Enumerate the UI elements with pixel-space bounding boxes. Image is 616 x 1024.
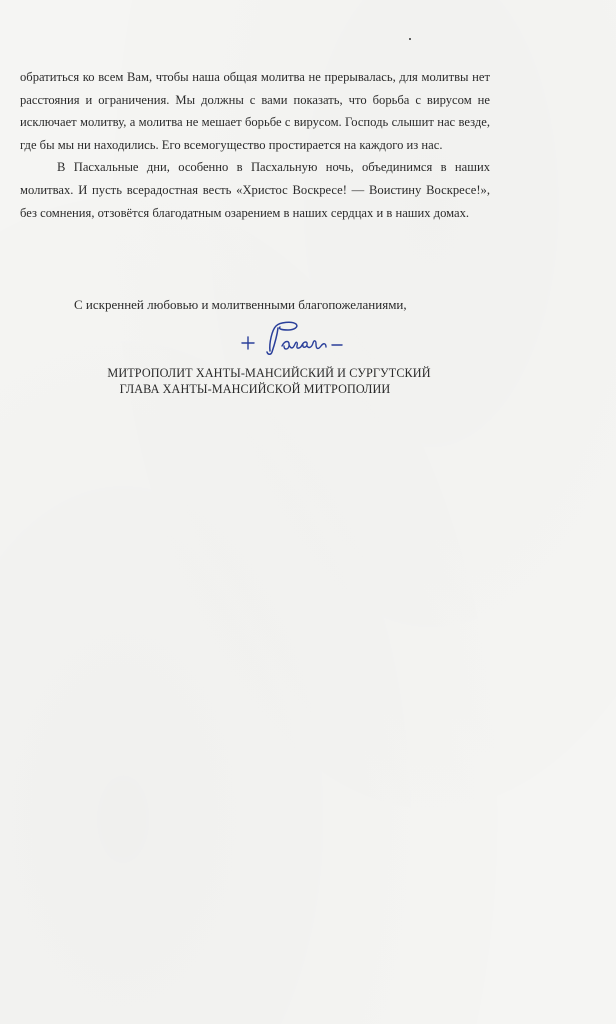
signatory-title xyxy=(20,366,490,397)
scan-speck xyxy=(409,38,411,40)
signatory-line-1: МИТРОПОЛИТ ХАНТЫ-МАНСИЙСКИЙ И СУРГУТСКИЙ xyxy=(107,366,431,380)
signatory-line-2: ГЛАВА ХАНТЫ-МАНСИЙСКОЙ МИТРОПОЛИИ xyxy=(119,381,391,396)
signature-drawing xyxy=(236,318,356,360)
closing-line: С искренней любовью и молитвенными благопожеланиями, xyxy=(74,297,407,312)
paragraph-1: обратиться ко всем Вам, чтобы наша общая молитва не прерывалась, для молитвы нет расстояния и ограничения. Мы должны с вами показать, что борьба с вирусом не исключает молитву, а молитва не мешает борьбе с вирусом. Господь слышит нас везде, где бы мы ни находились. Его всемогущество простирается на каждого из нас. xyxy=(20,70,490,152)
letter-body xyxy=(20,66,490,224)
handwritten-signature xyxy=(236,318,356,360)
paragraph-2: В Пасхальные дни, особенно в Пасхальную ночь, объединимся в наших молитвах. И пусть всерадостная весть «Христос Воскресе! — Воистину Воскресе!», без сомнения, отзовётся благодатным озарением в наших сердцах и в наших домах. xyxy=(20,160,490,220)
